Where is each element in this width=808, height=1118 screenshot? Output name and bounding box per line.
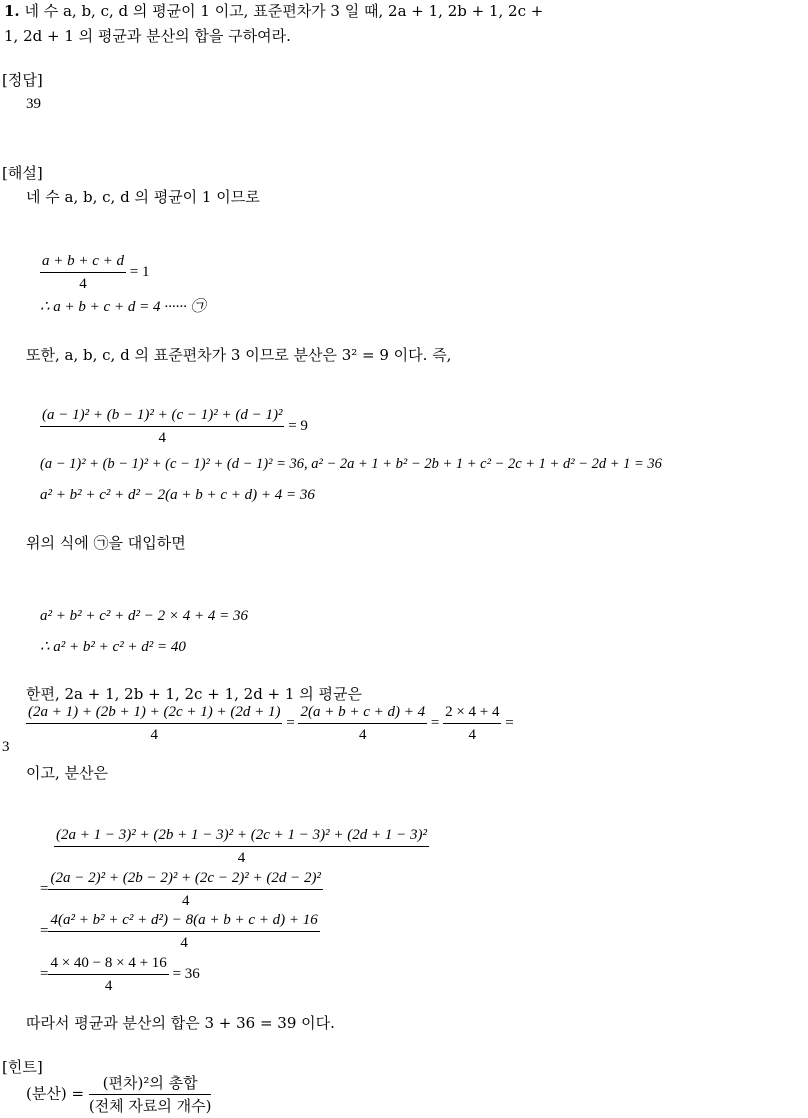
fraction bbox=[48, 911, 319, 952]
fraction bbox=[298, 703, 427, 744]
fraction bbox=[54, 826, 429, 867]
equals-sign: = bbox=[40, 922, 49, 939]
equals-sign: = bbox=[286, 714, 295, 731]
numerator: (2a + 1) + (2b + 1) + (2c + 1) + (2d + 1) bbox=[26, 703, 282, 724]
denominator: 4 bbox=[150, 727, 158, 743]
mean-result: 3 bbox=[2, 739, 10, 755]
fraction bbox=[40, 406, 284, 447]
hint-lhs: (분산) = bbox=[26, 1084, 85, 1103]
answer-value: 39 bbox=[26, 96, 41, 112]
equation-new-mean bbox=[26, 703, 514, 744]
solution-step-4: 한편, 2a + 1, 2b + 1, 2c + 1, 2d + 1 의 평균은 bbox=[26, 685, 362, 703]
problem-text-2: 1, 2d + 1 의 평균과 분산의 합을 구하여라. bbox=[4, 27, 291, 45]
equation-rhs: = 1 bbox=[129, 263, 150, 280]
numerator: (a − 1)² + (b − 1)² + (c − 1)² + (d − 1)² bbox=[40, 406, 284, 427]
fraction bbox=[443, 703, 501, 744]
numerator: (편차)²의 총합 bbox=[89, 1074, 212, 1095]
denominator: (전체 자료의 개수) bbox=[88, 1097, 212, 1115]
hint-heading: [힌트] bbox=[2, 1058, 43, 1076]
answer-heading: [정답] bbox=[2, 71, 43, 89]
solution-conclusion: 따라서 평균과 분산의 합은 3 + 36 = 39 이다. bbox=[26, 1014, 335, 1032]
denominator: 4 bbox=[79, 276, 87, 292]
equation-substituted: a² + b² + c² + d² − 2 × 4 + 4 = 36 bbox=[40, 608, 249, 624]
numerator: 4 × 40 − 8 × 4 + 16 bbox=[48, 954, 168, 975]
numerator: 4(a² + b² + c² + d²) − 8(a + b + c + d) + 16 bbox=[48, 911, 319, 932]
equation-sum: ∴ a + b + c + d = 4 ······ ㉠ bbox=[40, 299, 206, 315]
denominator: 4 bbox=[181, 893, 190, 909]
equation-simplified: a² + b² + c² + d² − 2(a + b + c + d) + 4 = 36 bbox=[40, 487, 315, 503]
solution-step-5: 이고, 분산은 bbox=[26, 764, 108, 782]
denominator: 4 bbox=[359, 727, 367, 743]
equation-rhs: = 9 bbox=[288, 417, 308, 434]
solution-heading: [해설] bbox=[2, 164, 43, 182]
equals-sign: = bbox=[505, 714, 514, 731]
variance-line-1 bbox=[54, 826, 429, 867]
problem-text-1: 네 수 a, b, c, d 의 평균이 1 이고, 표준편차가 3 일 때, 2a + 1, 2b + 1, 2c + bbox=[24, 2, 544, 20]
variance-line-4 bbox=[40, 954, 200, 995]
denominator: 4 bbox=[180, 935, 188, 951]
equals-sign: = bbox=[40, 965, 49, 982]
equation-variance bbox=[40, 406, 308, 447]
fraction bbox=[26, 703, 282, 744]
hint-formula bbox=[26, 1074, 211, 1115]
numerator: (2a + 1 − 3)² + (2b + 1 − 3)² + (2c + 1 − 3)² + (2d + 1 − 3)² bbox=[54, 826, 429, 847]
denominator: 4 bbox=[158, 430, 166, 446]
equation-expanded: (a − 1)² + (b − 1)² + (c − 1)² + (d − 1)² = 36, a² − 2a + 1 + b² − 2b + 1 + c² − 2c + 1 + d² − 2d + 1 = 36 bbox=[40, 456, 662, 472]
equals-sign: = bbox=[430, 714, 440, 731]
equation-sum-of-squares: ∴ a² + b² + c² + d² = 40 bbox=[40, 639, 186, 655]
solution-step-3: 위의 식에 ㉠을 대입하면 bbox=[26, 534, 186, 552]
denominator: 4 bbox=[468, 727, 477, 743]
numerator: a + b + c + d bbox=[40, 252, 126, 273]
denominator: 4 bbox=[104, 978, 113, 994]
fraction bbox=[89, 1074, 212, 1115]
solution-intro: 네 수 a, b, c, d 의 평균이 1 이므로 bbox=[26, 188, 260, 206]
denominator: 4 bbox=[237, 850, 246, 866]
problem-number: 1. bbox=[4, 2, 20, 20]
fraction bbox=[48, 954, 168, 995]
problem-line-1 bbox=[4, 2, 543, 20]
fraction bbox=[48, 869, 322, 910]
numerator: (2a − 2)² + (2b − 2)² + (2c − 2)² + (2d − 2)² bbox=[48, 869, 322, 890]
equals-sign: = bbox=[40, 880, 49, 897]
numerator: 2 × 4 + 4 bbox=[443, 703, 501, 724]
variance-line-2 bbox=[40, 869, 323, 910]
variance-line-3 bbox=[40, 911, 320, 952]
variance-result: = 36 bbox=[172, 965, 200, 982]
equation-mean bbox=[40, 252, 150, 293]
numerator: 2(a + b + c + d) + 4 bbox=[298, 703, 427, 724]
solution-step-2: 또한, a, b, c, d 의 표준편차가 3 이므로 분산은 3² = 9 이다. 즉, bbox=[26, 346, 452, 364]
fraction bbox=[40, 252, 126, 293]
